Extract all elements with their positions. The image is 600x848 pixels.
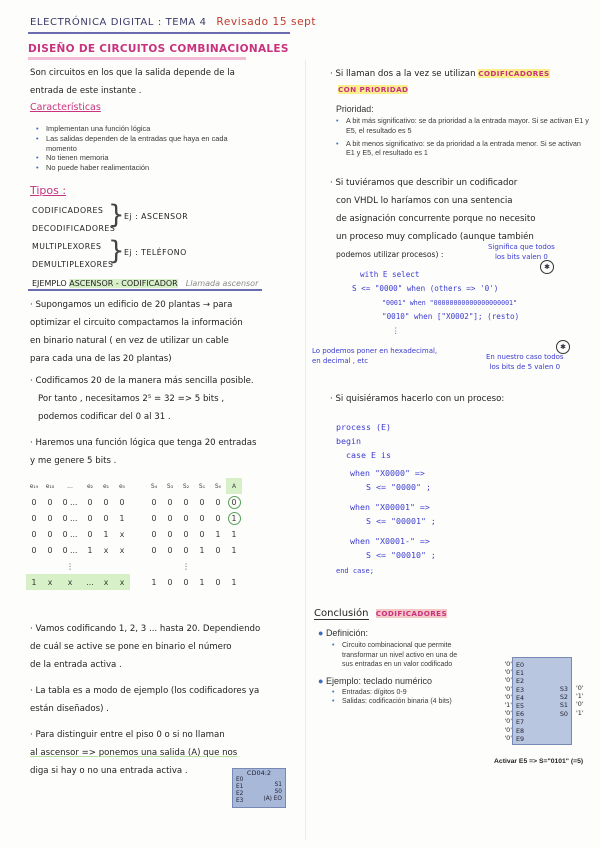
keyword-prioridad: CON PRIORIDAD xyxy=(338,85,409,94)
ejemplo-label: EJEMPLO xyxy=(32,279,70,288)
definicion-heading: ● Definición: xyxy=(318,628,368,638)
code-line: begin xyxy=(336,436,361,446)
text-line: diga si hay o no una entrada activa . xyxy=(30,766,188,776)
code-line: process (E) xyxy=(336,422,391,432)
tipos-group-2 xyxy=(32,238,113,274)
text-line: podemos codificar del 0 al 31 . xyxy=(38,412,171,422)
encoder-caption: Activar E5 => S="0101" (=5) xyxy=(494,758,584,765)
table-row: 0 0 0 ... 0 0 0 0 0 0 0 0 0 xyxy=(26,494,242,510)
text-line: para cada una de las 20 plantas) xyxy=(30,354,172,364)
page-title: DISEÑO DE CIRCUITOS COMBINACIONALES xyxy=(28,43,289,55)
header-cell: e₂ xyxy=(86,482,94,490)
title-highlight xyxy=(28,57,246,60)
header-underline xyxy=(28,32,290,34)
tipos-group-1 xyxy=(32,202,115,238)
conclusion-label: Conclusión xyxy=(314,608,369,619)
code-line: end case; xyxy=(336,567,374,575)
header-cell: e₁₉ xyxy=(29,482,39,490)
text-line: y me genere 5 bits . xyxy=(30,456,117,466)
list-item: • Implementan una función lógica xyxy=(36,124,246,134)
tipos-heading: Tipos : xyxy=(30,184,67,197)
note-resto: En nuestro caso todos los bits de 5 valen 0 xyxy=(486,353,564,371)
caract-list xyxy=(36,124,246,173)
truth-table xyxy=(26,478,242,590)
chip-output-values: '0' '1' '0' '1' xyxy=(576,684,584,717)
text-line: · Codificamos 20 de la manera más sencilla posible. xyxy=(30,376,254,386)
code-line: ⋮ xyxy=(392,326,400,335)
header-cell: ... xyxy=(67,482,73,490)
code-line: "0010" when ["X0002"]; (resto) xyxy=(382,312,520,321)
list-item: • No tienen memoria xyxy=(36,153,246,163)
chip-input-values: '0' '0' '0' '0' '0' '1' '0' '0' '0' '0' xyxy=(504,660,512,742)
vhdl-process xyxy=(336,420,576,578)
code-line: "0001" when "00000000000000000001" xyxy=(382,299,517,307)
table-row: 0 0 0 ... 1 x x 0 0 0 1 0 1 xyxy=(31,545,237,555)
tipos-example-2: Ej : TELÉFONO xyxy=(124,248,187,257)
header-cell: S₀ xyxy=(214,482,222,490)
ejemplo-note: Llamada ascensor xyxy=(185,279,259,288)
vhdl-with-select xyxy=(352,268,592,338)
header-cell: e₁₈ xyxy=(45,482,55,490)
ejemplo-topic: ASCENSOR - CODIFICADOR xyxy=(69,279,178,288)
chip-inputs: E0 E1 E2 E3 xyxy=(236,777,244,804)
left-p4 xyxy=(30,620,305,674)
caract-heading: Características xyxy=(30,102,101,113)
text-line: · Haremos una función lógica que tenga 20 entradas xyxy=(30,438,257,448)
star-icon: ✱ xyxy=(540,260,554,274)
code-line: S <= "00001" ; xyxy=(366,516,436,526)
encoder-outputs: S3 S2 S1 S0 xyxy=(559,685,568,718)
table-row: 0 0 0 ... 0 1 x 0 0 0 0 1 1 xyxy=(31,529,237,539)
text-line: podemos utilizar procesos) : xyxy=(336,250,444,259)
course-title: ELECTRÓNICA DIGITAL : TEMA 4 xyxy=(30,17,207,28)
brace-icon: } xyxy=(108,236,125,266)
ejemplo-p3 xyxy=(30,434,305,470)
header xyxy=(30,16,316,28)
ejemplo-p2 xyxy=(30,372,305,426)
prioridad-heading: Prioridad: xyxy=(336,104,374,114)
code-line: S <= "0000" ; xyxy=(366,482,431,492)
right-b3: · Si quisiéramos hacerlo con un proceso: xyxy=(330,394,505,404)
definicion-list xyxy=(332,641,458,670)
right-b1 xyxy=(330,66,592,98)
chip-outputs: S1 S0 (A) EO xyxy=(263,782,282,802)
definicion-block xyxy=(318,628,458,707)
ejemplo-teclado-list xyxy=(332,688,458,707)
text-line: de la entrada activa . xyxy=(30,660,122,670)
text-line: · Vamos codificando 1, 2, 3 ... hasta 20. Dependiendo xyxy=(30,624,261,634)
ejemplo-p1 xyxy=(30,296,305,368)
code-line: when "X00001" => xyxy=(350,502,430,512)
keyword-codificadores: CODIFICADORES xyxy=(478,69,550,78)
text-line: Por tanto , necesitamos 2⁵ = 32 => 5 bits , xyxy=(38,394,225,404)
text-line: al ascensor => ponemos una salida (A) que nos xyxy=(30,748,238,758)
note-all-zero: Significa que todos los bits valen 0 xyxy=(488,243,555,261)
text-line: · Para distinguir entre el piso 0 o si no llaman xyxy=(30,730,225,740)
code-line: when "X0001-" => xyxy=(350,536,430,546)
prioridad-block xyxy=(336,104,591,158)
text-line: optimizar el circuito compactamos la información xyxy=(30,318,243,328)
ejemplo-heading xyxy=(28,278,262,291)
list-item: • Las salidas dependen de la entradas que haya en cada momento xyxy=(36,134,246,154)
list-item: • No puede haber realimentación xyxy=(36,163,246,173)
list-item: • Salidas: codificación binaria (4 bits) xyxy=(332,697,458,707)
list-item: • Circuito combinacional que permite transformar un nivel activo en una de sus entradas en un valor codificado xyxy=(332,641,458,670)
code-line: S <= "0000" when (others => '0') xyxy=(352,284,499,293)
list-item: • A bit menos significativo: se da prioridad a la entrada menor. Si se activan E1 y E5, el resultado es 1 xyxy=(336,139,591,159)
header-cell: A xyxy=(226,478,242,494)
text-line: de asignación concurrente porque no necesito xyxy=(336,214,536,224)
header-cell: e₀ xyxy=(118,482,126,490)
text-line: de cuál se active se pone en binario el número xyxy=(30,642,232,652)
table-row-highlighted: 1 x x ... x x 1 0 0 1 0 1 xyxy=(26,574,242,590)
text-line: · La tabla es a modo de ejemplo (los codificadores ya xyxy=(30,686,260,696)
brace-icon: } xyxy=(108,200,125,230)
chip-title: CD04:2 xyxy=(246,769,272,777)
ejemplo-teclado-heading: ● Ejemplo: teclado numérico xyxy=(318,675,432,686)
text-line: · Si tuviéramos que describir un codificador xyxy=(330,178,518,188)
chip-cd04-2 xyxy=(232,768,286,808)
text-line: en binario natural ( en vez de utilizar un cable xyxy=(30,336,229,346)
conclusion-heading xyxy=(314,608,447,619)
code-line: with E select xyxy=(360,270,420,279)
list-item: • A bit más significativo: se da prioridad a la entrada mayor. Si se activan E1 y E5, el resultado es 5 xyxy=(336,116,591,136)
text-line: · Si llaman dos a la vez se utilizan xyxy=(330,69,476,79)
header-cell: S₁ xyxy=(198,482,206,490)
text-line: están diseñados) . xyxy=(30,704,109,714)
header-cell: e₁ xyxy=(102,482,110,490)
header-cell: S₄ xyxy=(150,482,158,490)
header-cell: S₃ xyxy=(166,482,174,490)
tipos-example-1: Ej : ASCENSOR xyxy=(124,212,189,221)
left-p5 xyxy=(30,682,305,718)
code-line: when "X0000" => xyxy=(350,468,425,478)
type-decodificadores: DECODIFICADORES xyxy=(32,224,116,233)
list-item: • Entradas: dígitos 0-9 xyxy=(332,688,458,698)
code-line: case E is xyxy=(346,450,391,460)
type-codificadores: CODIFICADORES xyxy=(32,206,104,215)
type-multiplexores: MULTIPLEXORES xyxy=(32,242,102,251)
text-line: con VHDL lo haríamos con una sentencia xyxy=(336,196,513,206)
revision-date: Revisado 15 sept xyxy=(216,16,317,28)
header-cell: S₂ xyxy=(182,482,190,490)
encoder-inputs: E0 E1 E2 E3 E4 E5 E6 E7 E8 E9 xyxy=(516,661,525,743)
text-line: un proceso muy complicado (aunque también xyxy=(336,232,534,242)
conclusion-keyword: CODIFICADORES xyxy=(375,609,448,618)
intro-line: entrada de este instante . xyxy=(30,86,142,96)
text-line: · Supongamos un edificio de 20 plantas → para xyxy=(30,300,233,310)
type-demultiplexores: DEMULTIPLEXORES xyxy=(32,260,114,269)
intro xyxy=(30,64,300,100)
table-row: ⋮ ⋮ xyxy=(66,561,190,571)
code-line: S <= "00010" ; xyxy=(366,550,436,560)
table-row: 0 0 0 ... 0 0 1 0 0 0 0 0 1 xyxy=(26,510,242,526)
intro-line: Son circuitos en los que la salida depende de la xyxy=(30,68,235,78)
note-hex: Lo podemos poner en hexadecimal, en decimal , etc xyxy=(312,347,438,365)
prioridad-list xyxy=(336,116,591,158)
table-header-row xyxy=(26,478,242,494)
star-icon: ✱ xyxy=(556,340,570,354)
column-divider xyxy=(305,60,306,840)
encoder-chip xyxy=(512,657,572,745)
